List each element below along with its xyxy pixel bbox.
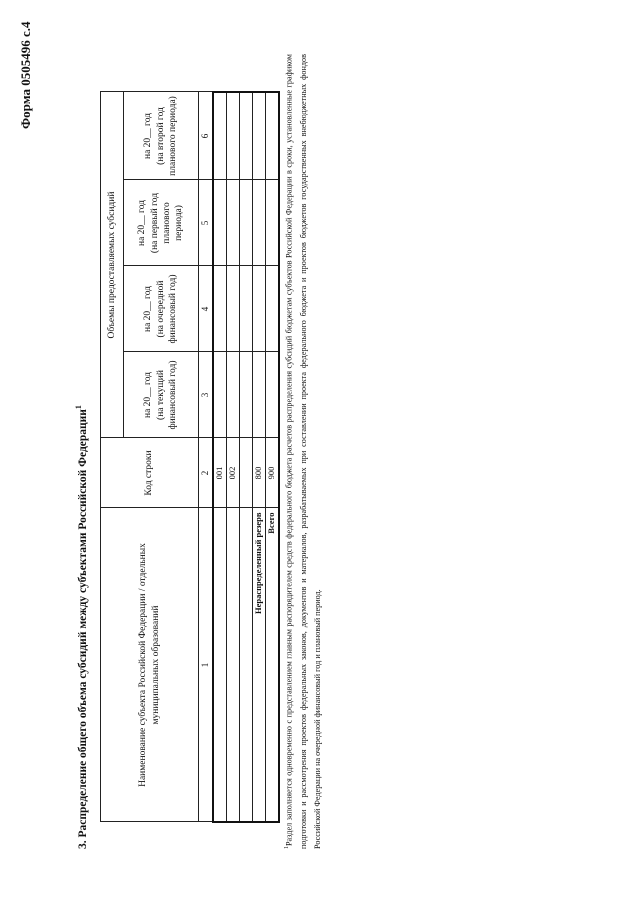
value-cell (240, 92, 253, 180)
year-line-1: на 20__ год (143, 371, 154, 419)
subsidy-distribution-table (100, 91, 280, 823)
value-cell (266, 92, 280, 180)
column-number: 4 (199, 266, 214, 352)
year-line-3: финансовый год) (168, 360, 179, 430)
form-code: Форма 0505496 с.4 (18, 21, 33, 129)
table-row (240, 92, 253, 822)
value-cell (253, 92, 266, 180)
row-code: 001 (213, 438, 227, 508)
column-number-row (199, 92, 214, 822)
section-title-note: 1 (74, 405, 83, 410)
row-code: 002 (227, 438, 240, 508)
row-label (227, 508, 240, 822)
row-label-reserve: Нераспределенный резерв (253, 508, 266, 822)
value-cell (253, 352, 266, 438)
table-row-total (266, 92, 280, 822)
column-header-year-plan-2 (124, 92, 199, 180)
value-cell (213, 180, 227, 266)
value-cell (266, 266, 280, 352)
column-number: 1 (199, 508, 214, 822)
column-number: 2 (199, 438, 214, 508)
value-cell (240, 352, 253, 438)
table-row (227, 92, 240, 822)
year-line-2: (на первый год (149, 192, 160, 254)
row-code: 900 (266, 438, 280, 508)
value-cell (227, 266, 240, 352)
row-code: 800 (253, 438, 266, 508)
year-line-3: финансовый год) (168, 274, 179, 344)
section-title-text: 3. Распределение общего объема субсидий между субъектами Российской Федерации (76, 409, 89, 849)
value-cell (266, 352, 280, 438)
value-cell (213, 266, 227, 352)
year-line-2: (на текущий (155, 370, 166, 420)
row-label (213, 508, 227, 822)
year-line-1: на 20__ год (143, 285, 154, 333)
year-line-1: на 20__ год (143, 112, 154, 160)
year-line-3: планового периода) (168, 96, 179, 176)
value-cell (253, 266, 266, 352)
row-spacer (240, 508, 253, 822)
column-group-header: Объемы предоставляемых субсидий (101, 92, 124, 438)
column-header-year-plan-1 (124, 180, 199, 266)
footnote-text: Раздел заполняется одновременно с представлением главным распорядителем средств федерального бюджета расчетов распределения субсидий бюджетам субъектов Российской Федерации в сроки, установленные графиком подготовки и рассмотрения проектов федеральных законов, документов и материалов, разрабатываемых при составлении проекта федерального бюджета и проектов бюджетов государственных внебюджетных фондов Российской Федерации на очередной финансовый год и плановый период. (284, 54, 322, 849)
value-cell (213, 352, 227, 438)
year-line-3: планового периода) (162, 202, 185, 244)
year-line-2: (на второй год (155, 107, 166, 165)
row-label-total: Всего (266, 508, 280, 822)
column-header-code: Код строки (101, 438, 199, 508)
footnote (280, 54, 325, 849)
value-cell (240, 266, 253, 352)
column-number: 6 (199, 92, 214, 180)
table-row-reserve (253, 92, 266, 822)
footnote-mark: 1 (284, 846, 290, 849)
value-cell (213, 92, 227, 180)
value-cell (253, 180, 266, 266)
column-header-name: Наименование субъекта Российской Федерации / отдельных муниципальных образований (101, 508, 199, 822)
table-header-row-1 (101, 92, 124, 822)
value-cell (266, 180, 280, 266)
value-cell (227, 92, 240, 180)
column-number: 5 (199, 180, 214, 266)
value-cell (227, 180, 240, 266)
column-header-year-current (124, 352, 199, 438)
column-header-year-next (124, 266, 199, 352)
section-title (74, 405, 89, 849)
year-line-2: (на очередной (155, 280, 166, 338)
year-line-1: на 20__ год (137, 199, 148, 247)
row-code-empty (240, 438, 253, 508)
table-row (213, 92, 227, 822)
value-cell (240, 180, 253, 266)
value-cell (227, 352, 240, 438)
column-number: 3 (199, 352, 214, 438)
